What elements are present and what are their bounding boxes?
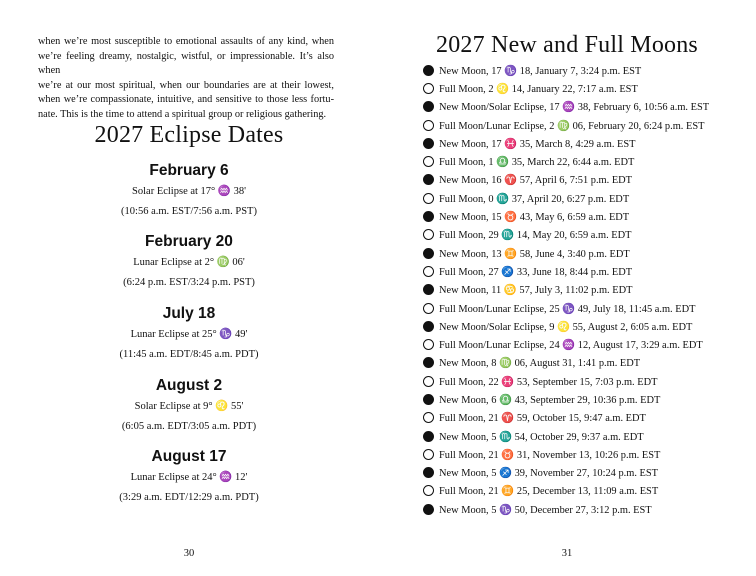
intro-line: nate. This is the time to attend a spiritual group or religious gathering. [38,108,327,120]
moon-row [423,482,709,500]
moon-row [423,171,709,189]
full-moon-icon [423,339,434,350]
new-moon-icon [423,357,434,368]
moon-text: New Moon, 5 ♐ 39, November 27, 10:24 p.m. EST [439,468,658,480]
new-moon-icon [423,321,434,332]
moon-text: New Moon, 17 ♓ 35, March 8, 4:29 a.m. EST [439,138,636,150]
new-moon-icon [423,431,434,442]
new-moon-icon [423,65,434,76]
page-number: 30 [183,548,195,559]
new-moon-icon [423,284,434,295]
moon-text: New Moon, 13 ♊ 58, June 4, 3:40 p.m. EDT [439,248,630,260]
full-moon-icon [423,485,434,496]
moon-row [423,500,709,518]
moon-row [423,207,709,225]
eclipse-event: Lunar Eclipse at 2° ♍ 06' [133,257,245,268]
eclipse-time: (11:45 a.m. EDT/8:45 a.m. PDT) [119,349,259,360]
eclipse-time: (6:05 a.m. EDT/3:05 a.m. PDT) [121,421,257,432]
full-moon-icon [423,412,434,423]
moon-row [423,152,709,170]
full-moon-icon [423,449,434,460]
intro-line: we’re feeling dreamy, nostalgic, wistful, or impressionable. It’s also when [38,50,334,77]
full-moon-icon [423,193,434,204]
new-moon-icon [423,101,434,112]
moon-row [423,390,709,408]
moon-text: New Moon, 6 ♎ 43, September 29, 10:36 p.m. EDT [439,394,661,406]
full-moon-icon [423,376,434,387]
eclipse-time: (3:29 a.m. EDT/12:29 a.m. PDT) [119,492,259,503]
moon-text: Full Moon, 2 ♌ 14, January 22, 7:17 a.m. EST [439,83,638,95]
moon-row [423,226,709,244]
moon-row [423,244,709,262]
eclipse-date: February 6 [149,162,229,179]
intro-line: we’re at our most spiritual, when our boundaries are at their lowest, [38,79,334,91]
moon-text: Full Moon, 21 ♉ 31, November 13, 10:26 p.m. EST [439,449,661,461]
moons-title: 2027 New and Full Moons [436,32,698,58]
moon-row [423,262,709,280]
moon-row [423,299,709,317]
moon-text: Full Moon/Lunar Eclipse, 24 ♒ 12, August 17, 3:29 a.m. EDT [439,340,703,352]
moon-text: Full Moon, 1 ♎ 35, March 22, 6:44 a.m. EDT [439,157,635,169]
eclipse-entry [0,231,378,293]
eclipse-event: Solar Eclipse at 17° ♒ 38' [132,186,246,197]
new-moon-icon [423,394,434,405]
moon-text: Full Moon, 0 ♏ 37, April 20, 6:27 p.m. EDT [439,193,630,205]
moon-row [423,445,709,463]
full-moon-icon [423,303,434,314]
eclipse-entry [0,446,378,508]
moon-text: New Moon, 15 ♉ 43, May 6, 6:59 a.m. EDT [439,212,630,224]
new-moon-icon [423,467,434,478]
new-moon-icon [423,248,434,259]
moon-text: Full Moon/Lunar Eclipse, 25 ♑ 49, July 18, 11:45 a.m. EDT [439,303,696,315]
moon-text: New Moon, 8 ♍ 06, August 31, 1:41 p.m. EDT [439,358,641,370]
moon-text: Full Moon, 27 ♐ 33, June 18, 8:44 p.m. EDT [439,266,633,278]
page-number: 31 [561,548,573,559]
moon-row [423,464,709,482]
eclipse-entry [0,375,378,437]
new-moon-icon [423,138,434,149]
eclipse-time: (6:24 p.m. EST/3:24 p.m. PST) [123,277,255,288]
full-moon-icon [423,120,434,131]
eclipse-dates-title: 2027 Eclipse Dates [94,122,284,148]
moon-row [423,335,709,353]
eclipse-event: Lunar Eclipse at 24° ♒ 12' [130,472,248,483]
full-moon-icon [423,266,434,277]
eclipse-date: August 17 [151,448,227,465]
moon-row [423,98,709,116]
eclipse-event: Lunar Eclipse at 25° ♑ 49' [130,329,248,340]
moon-text: Full Moon, 22 ♓ 53, September 15, 7:03 p.m. EDT [439,376,658,388]
moon-row [423,134,709,152]
moon-row [423,354,709,372]
eclipse-date: February 20 [145,233,233,250]
moon-row [423,409,709,427]
full-moon-icon [423,83,434,94]
moon-text: Full Moon, 29 ♏ 14, May 20, 6:59 a.m. EDT [439,230,632,242]
eclipse-entry [0,303,378,365]
moon-text: Full Moon/Lunar Eclipse, 2 ♍ 06, February 20, 6:24 p.m. EST [439,120,705,132]
eclipse-date: July 18 [162,305,216,322]
moon-row [423,79,709,97]
moon-text: Full Moon, 21 ♈ 59, October 15, 9:47 a.m. EDT [439,413,646,425]
new-moon-icon [423,504,434,515]
eclipse-event: Solar Eclipse at 9° ♌ 55' [134,401,244,412]
full-moon-icon [423,156,434,167]
moon-text: New Moon/Solar Eclipse, 9 ♌ 55, August 2, 6:05 a.m. EDT [439,321,693,333]
intro-line: when we’re compassionate, intuitive, and sensitive to those less fortu- [38,94,334,106]
moon-row [423,372,709,390]
new-moon-icon [423,174,434,185]
moon-text: New Moon, 17 ♑ 18, January 7, 3:24 p.m. EST [439,65,642,77]
eclipse-time: (10:56 a.m. EST/7:56 a.m. PST) [121,206,257,217]
moon-row [423,61,709,79]
moon-text: New Moon, 5 ♑ 50, December 27, 3:12 p.m. EST [439,504,652,516]
full-moon-icon [423,229,434,240]
intro-paragraph [38,35,334,123]
moon-text: Full Moon, 21 ♊ 25, December 13, 11:09 a.m. EST [439,486,659,498]
eclipse-entry [0,160,378,222]
moon-row [423,281,709,299]
new-moon-icon [423,211,434,222]
moon-list [423,61,709,518]
moon-row [423,189,709,207]
moon-row [423,427,709,445]
moon-row [423,116,709,134]
moon-text: New Moon/Solar Eclipse, 17 ♒ 38, February 6, 10:56 a.m. EST [439,102,710,114]
moon-text: New Moon, 5 ♏ 54, October 29, 9:37 a.m. EDT [439,431,644,443]
moon-text: New Moon, 11 ♋ 57, July 3, 11:02 p.m. EDT [439,285,633,297]
moon-row [423,317,709,335]
moon-text: New Moon, 16 ♈ 57, April 6, 7:51 p.m. EDT [439,175,633,187]
intro-line: when we’re most susceptible to emotional assaults of any kind, when [38,36,334,47]
right-page [378,0,756,576]
eclipse-date: August 2 [155,377,223,394]
